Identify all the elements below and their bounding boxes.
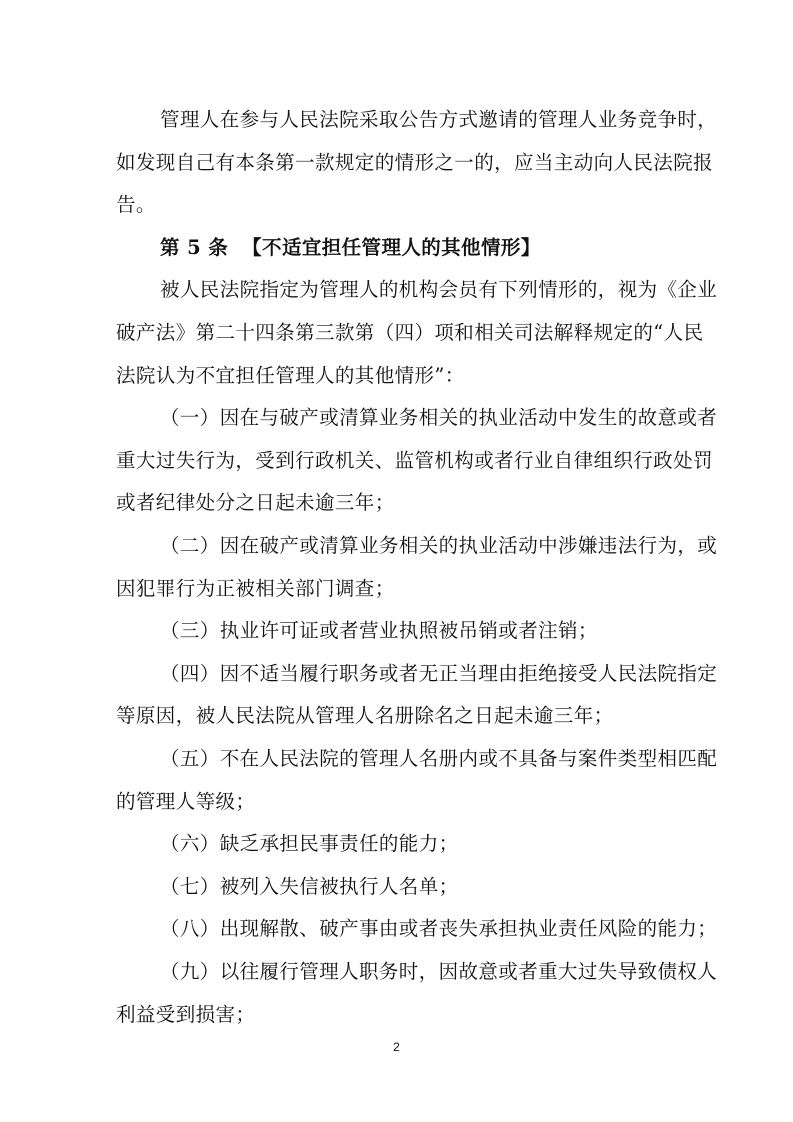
- paragraph-line: 的管理人等级；: [116, 789, 256, 813]
- paragraph-line: 因犯罪行为正被相关部门调查；: [116, 576, 395, 600]
- paragraph-line: 重大过失行为，受到行政机关、监管机构或者行业自律组织行政处罚: [116, 448, 714, 472]
- paragraph-line: 等原因，被人民法院从管理人名册除名之日起未逾三年；: [116, 704, 614, 728]
- paragraph-line: （二）因在破产或清算业务相关的执业活动中涉嫌违法行为，或: [160, 534, 718, 557]
- paragraph-line: （六）缺乏承担民事责任的能力；: [160, 832, 459, 856]
- article-number: 第 5 条: [160, 235, 229, 259]
- paragraph-line: （一）因在与破产或清算业务相关的执业活动中发生的故意或者: [160, 406, 718, 430]
- paragraph-line: （九）以往履行管理人职务时，因故意或者重大过失导致债权人: [160, 960, 718, 984]
- paragraph-line: （四）因不适当履行职务或者无正当理由拒绝接受人民法院指定: [160, 661, 718, 685]
- paragraph-line: 法院认为不宜担任管理人的其他情形”：: [116, 363, 465, 387]
- article-heading: [160, 236, 541, 260]
- paragraph-line: 如发现自己有本条第一款规定的情形之一的，应当主动向人民法院报: [116, 150, 714, 174]
- paragraph-line: 管理人在参与人民法院采取公告方式邀请的管理人业务竞争时，: [160, 108, 718, 131]
- paragraph-line: 破产法》第二十四条第三款第（四）项和相关司法解释规定的“人民: [116, 321, 704, 344]
- paragraph-line: （八）出现解散、破产事由或者丧失承担执业责任风险的能力；: [160, 917, 718, 941]
- article-title: 【不适宜担任管理人的其他情形】: [242, 235, 541, 259]
- paragraph-line: （五）不在人民法院的管理人名册内或不具备与案件类型相匹配: [160, 747, 718, 771]
- paragraph-line: 或者纪律处分之日起未逾三年；: [116, 491, 395, 515]
- paragraph-line: （七）被列入失信被执行人名单；: [160, 874, 459, 898]
- paragraph-line: 告。: [116, 193, 156, 217]
- page-number: 2: [393, 1040, 400, 1054]
- paragraph-line: （三）执业许可证或者营业执照被吊销或者注销；: [160, 619, 598, 643]
- paragraph-line: 利益受到损害；: [116, 1002, 256, 1026]
- paragraph-line: 被人民法院指定为管理人的机构会员有下列情形的，视为《企业: [160, 278, 718, 302]
